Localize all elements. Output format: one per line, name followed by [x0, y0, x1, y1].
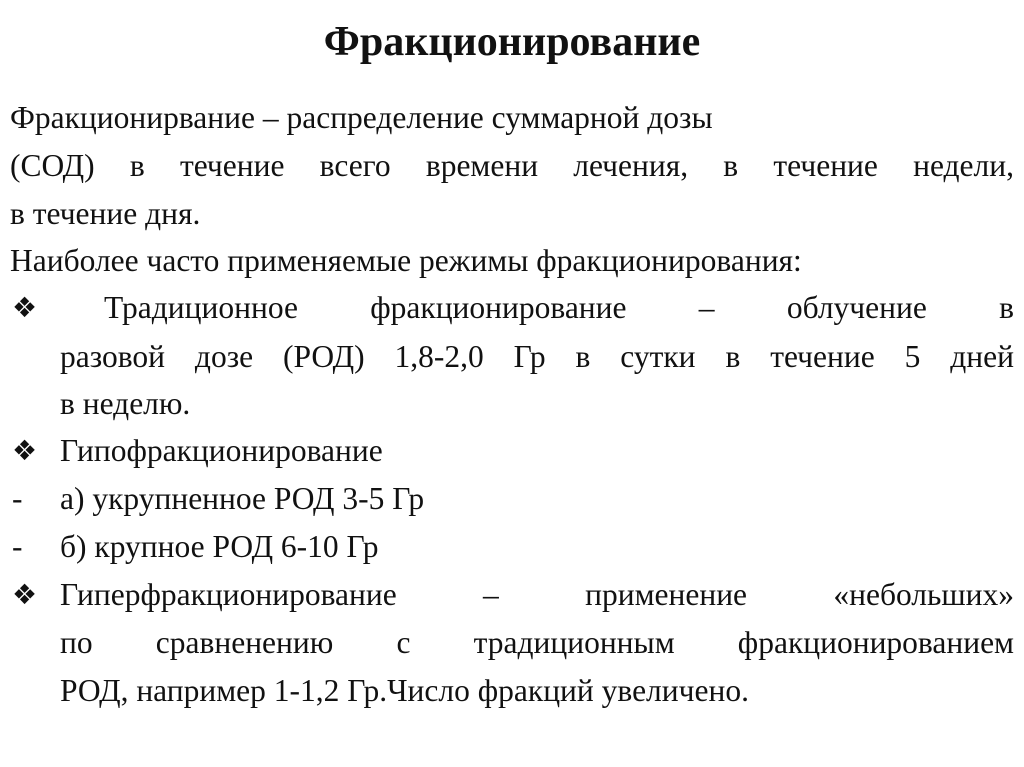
traditional-line: разовой дозе (РОД) 1,8-2,0 Гр в сутки в течение 5 дней: [60, 339, 1014, 374]
diamond-bullet-icon: ❖: [12, 291, 38, 324]
hyper-line: Гиперфракционирование – применение «небольших»: [60, 577, 1014, 612]
slide-title: Фракционирование: [323, 19, 701, 65]
definition-line: в течение дня.: [10, 196, 201, 231]
hypo-heading: Гипофракционирование: [60, 433, 383, 468]
diamond-bullet-icon: ❖: [12, 434, 38, 467]
traditional-line: в неделю.: [60, 386, 191, 421]
diamond-bullet-icon: ❖: [12, 578, 38, 611]
intro-text: Наиболее часто применяемые режимы фракционирования:: [10, 243, 802, 278]
definition-line: Фракционирвание – распределение суммарной дозы: [10, 100, 713, 135]
traditional-line: Традиционное фракционирование – облучение в: [104, 290, 1014, 325]
dash-bullet-icon: -: [12, 529, 23, 564]
hypo-item: б) крупное РОД 6-10 Гр: [60, 529, 379, 564]
hypo-item: а) укрупненное РОД 3-5 Гр: [60, 481, 425, 516]
hyper-line: РОД, например 1-1,2 Гр.Число фракций увеличено.: [60, 673, 749, 708]
definition-line: (СОД) в течение всего времени лечения, в течение недели,: [10, 148, 1014, 183]
hyper-line: по сравненению с традиционным фракционированием: [60, 625, 1014, 660]
dash-bullet-icon: -: [12, 481, 23, 516]
